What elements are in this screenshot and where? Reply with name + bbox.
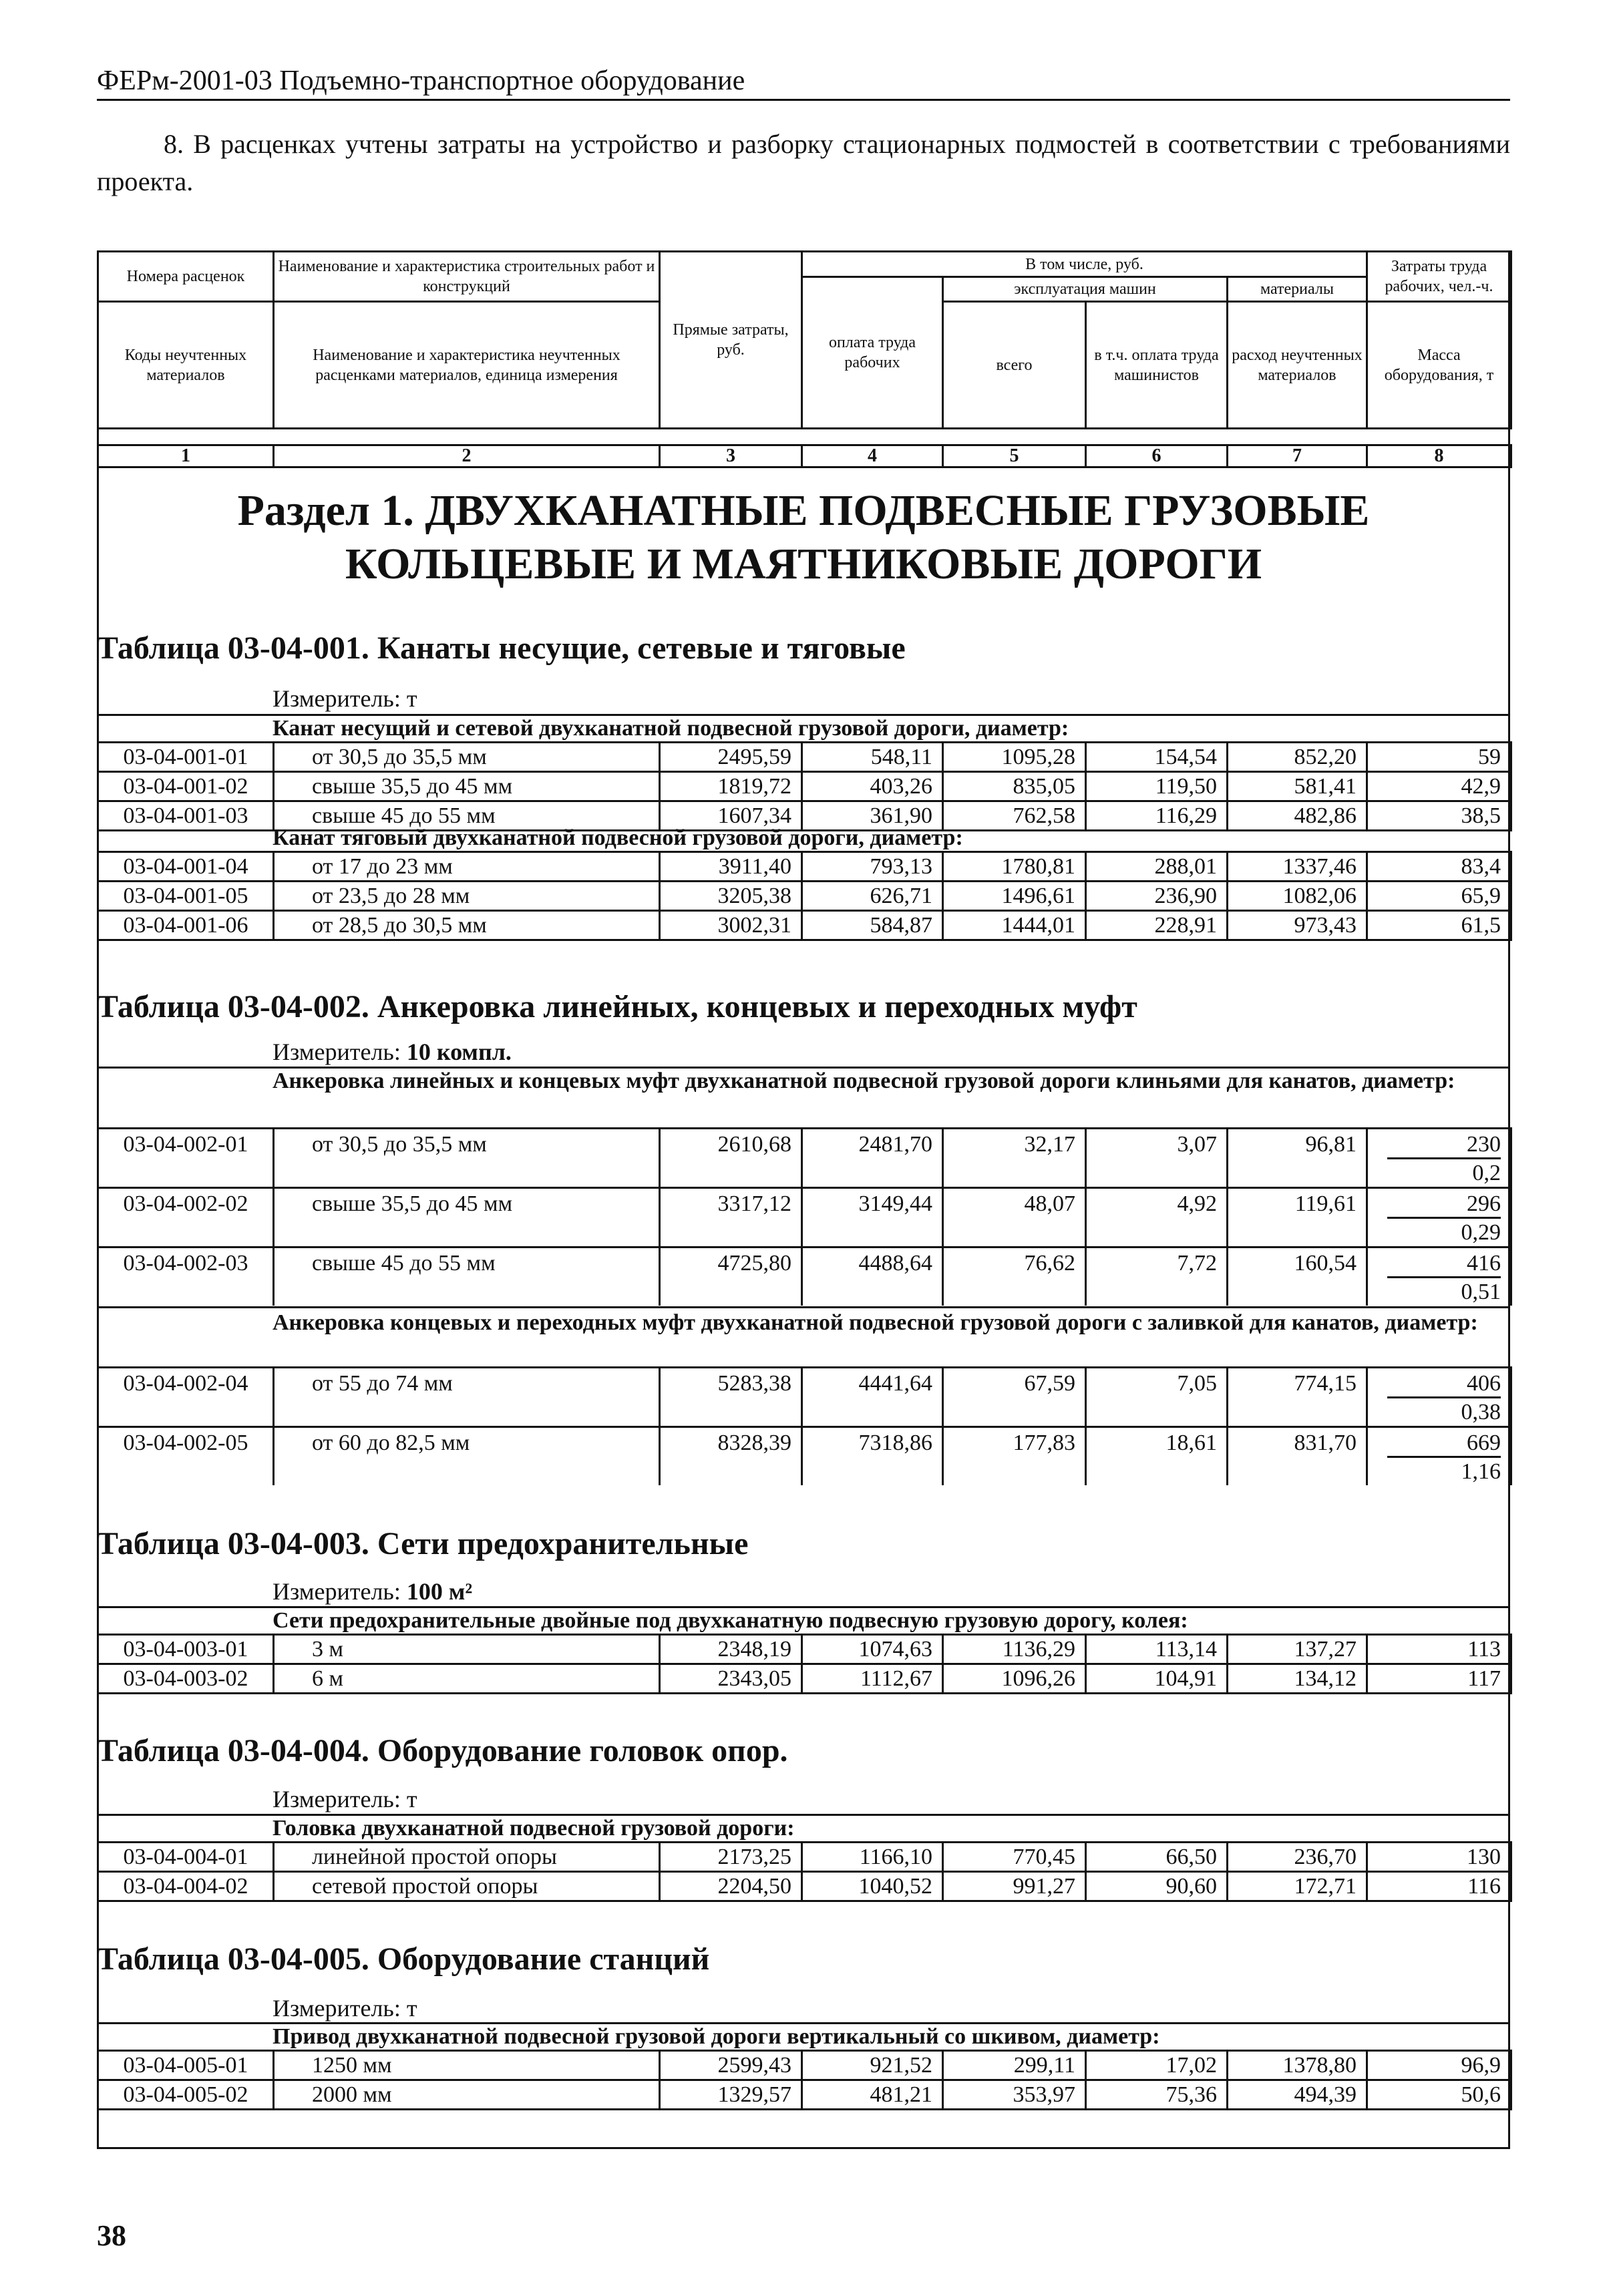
col2-bottom-header: Наименование и характеристика неучтенных расценками материалов, единица измерения [274, 302, 660, 429]
worker-pay: 403,26 [802, 772, 943, 801]
worker-pay: 1166,10 [802, 1843, 943, 1872]
rate-code: 03-04-002-03 [98, 1248, 274, 1306]
equipment-mass: 1,16 [1461, 1459, 1501, 1484]
equipment-mass: 0,51 [1461, 1280, 1501, 1304]
materials-cost: 160,54 [1228, 1248, 1367, 1306]
machinist-pay: 90,60 [1086, 1872, 1228, 1901]
materials-cost: 134,12 [1228, 1664, 1367, 1694]
labor-hours: 230 [1387, 1132, 1501, 1159]
materials-cost: 581,41 [1228, 772, 1367, 801]
materials-cost: 137,27 [1228, 1635, 1367, 1664]
direct-cost: 2495,59 [660, 743, 802, 772]
measure-unit: 10 компл. [406, 1038, 512, 1065]
worker-pay: 3149,44 [802, 1188, 943, 1248]
worker-pay: 1112,67 [802, 1664, 943, 1694]
rate-name: от 23,5 до 28 мм [274, 882, 660, 911]
worker-pay: 1040,52 [802, 1872, 943, 1901]
machine-cost: 1780,81 [943, 852, 1086, 882]
labor-hours: 38,5 [1367, 801, 1511, 831]
worker-pay: 793,13 [802, 852, 943, 882]
table-row [98, 1635, 1511, 1664]
worker-pay: 4488,64 [802, 1248, 943, 1306]
col1-bottom-header: Коды неучтенных материалов [98, 302, 274, 429]
group-header: Канат несущий и сетевой двухканатной подвесной грузовой дороги, диаметр: [273, 716, 1069, 741]
rate-table [97, 1634, 1512, 1694]
machine-cost: 762,58 [943, 801, 1086, 831]
rate-code: 03-04-001-02 [98, 772, 274, 801]
direct-cost: 2348,19 [660, 1635, 802, 1664]
col2-top-header: Наименование и характеристика строительных работ и конструкций [274, 252, 660, 302]
direct-cost: 2610,68 [660, 1129, 802, 1188]
labor-hours: 117 [1367, 1664, 1511, 1694]
direct-cost: 2343,05 [660, 1664, 802, 1694]
materials-cost: 831,70 [1228, 1427, 1367, 1486]
machine-cost: 177,83 [943, 1427, 1086, 1486]
labor-hours: 406 [1387, 1371, 1501, 1398]
measure-line [273, 1785, 417, 1813]
measure-label: Измеритель: [273, 1786, 401, 1812]
machinist-pay: 116,29 [1086, 801, 1228, 831]
direct-cost: 3317,12 [660, 1188, 802, 1248]
machinist-pay: 119,50 [1086, 772, 1228, 801]
rate-code: 03-04-005-01 [98, 2051, 274, 2080]
rate-name: свыше 35,5 до 45 мм [274, 1188, 660, 1248]
rate-name: от 30,5 до 35,5 мм [274, 1129, 660, 1188]
table-row [98, 852, 1511, 882]
table-row [98, 772, 1511, 801]
rate-name: от 17 до 23 мм [274, 852, 660, 882]
machine-cost: 1444,01 [943, 911, 1086, 940]
col4-header: оплата труда рабочих [802, 277, 943, 429]
col5-header: всего [943, 302, 1086, 429]
rate-code: 03-04-003-01 [98, 1635, 274, 1664]
worker-pay: 1074,63 [802, 1635, 943, 1664]
machinist-pay: 18,61 [1086, 1427, 1228, 1486]
col1-top-header: Номера расценок [98, 252, 274, 302]
measure-label: Измеритель: [273, 1578, 401, 1605]
machine-cost: 770,45 [943, 1843, 1086, 1872]
worker-pay: 361,90 [802, 801, 943, 831]
machine-cost: 32,17 [943, 1129, 1086, 1188]
direct-cost: 4725,80 [660, 1248, 802, 1306]
measure-unit: т [406, 685, 417, 712]
rate-code: 03-04-004-02 [98, 1872, 274, 1901]
labor-hours: 113 [1367, 1635, 1511, 1664]
rate-code: 03-04-002-05 [98, 1427, 274, 1486]
rate-code: 03-04-005-02 [98, 2080, 274, 2110]
materials-cost: 96,81 [1228, 1129, 1367, 1188]
group-header: Анкеровка линейных и концевых муфт двухканатной подвесной грузовой дороги клиньями для канатов, диаметр: [273, 1069, 1455, 1093]
col8-bottom-header: Масса оборудования, т [1367, 302, 1511, 429]
machinist-pay: 3,07 [1086, 1129, 1228, 1188]
materials-cost: 119,61 [1228, 1188, 1367, 1248]
materials-cost: 494,39 [1228, 2080, 1367, 2110]
materials-cost: 1337,46 [1228, 852, 1367, 882]
machine-cost: 991,27 [943, 1872, 1086, 1901]
col8-top-header: Затраты труда рабочих, чел.-ч. [1367, 252, 1511, 302]
rate-table [97, 741, 1512, 831]
rate-name: 3 м [274, 1635, 660, 1664]
direct-cost: 5283,38 [660, 1368, 802, 1427]
col-number: 3 [660, 445, 802, 467]
rate-table [97, 1366, 1512, 1485]
labor-hours: 296 [1387, 1191, 1501, 1219]
group-header: Головка двухканатной подвесной грузовой дороги: [273, 1816, 795, 1841]
equipment-mass: 0,38 [1461, 1400, 1501, 1424]
incl-header: В том числе, руб. [802, 252, 1367, 277]
materials-cost: 1082,06 [1228, 882, 1367, 911]
machine-cost: 76,62 [943, 1248, 1086, 1306]
measure-line [273, 685, 417, 713]
worker-pay: 626,71 [802, 882, 943, 911]
machinist-pay: 7,72 [1086, 1248, 1228, 1306]
labor-hours: 50,6 [1367, 2080, 1511, 2110]
table-row [98, 1368, 1511, 1427]
labor-and-mass [1367, 1427, 1511, 1486]
intro-paragraph [97, 126, 1510, 200]
machines-header: эксплуатация машин [943, 277, 1228, 302]
table-row [98, 911, 1511, 940]
machine-cost: 67,59 [943, 1368, 1086, 1427]
col-number: 1 [98, 445, 274, 467]
worker-pay: 921,52 [802, 2051, 943, 2080]
group-header: Привод двухканатной подвесной грузовой дороги вертикальный со шкивом, диаметр: [273, 2024, 1160, 2049]
group-header: Канат тяговый двухканатной подвесной грузовой дороги, диаметр: [273, 825, 963, 850]
rate-code: 03-04-001-03 [98, 801, 274, 831]
rate-table [97, 1841, 1512, 1902]
direct-cost: 3002,31 [660, 911, 802, 940]
measure-unit: т [406, 1995, 417, 2022]
table-row [98, 1248, 1511, 1306]
direct-cost: 3205,38 [660, 882, 802, 911]
labor-hours: 669 [1387, 1430, 1501, 1458]
materials-cost: 1378,80 [1228, 2051, 1367, 2080]
section-title: Раздел 1. ДВУХКАНАТНЫЕ ПОДВЕСНЫЕ ГРУЗОВЫЕ КОЛЬЦЕВЫЕ И МАЯТНИКОВЫЕ ДОРОГИ [237, 486, 1370, 588]
table-row [98, 1843, 1511, 1872]
machine-cost: 48,07 [943, 1188, 1086, 1248]
labor-hours: 116 [1367, 1872, 1511, 1901]
labor-hours: 130 [1367, 1843, 1511, 1872]
worker-pay: 481,21 [802, 2080, 943, 2110]
rate-code: 03-04-002-02 [98, 1188, 274, 1248]
rate-name: от 60 до 82,5 мм [274, 1427, 660, 1486]
labor-and-mass [1367, 1248, 1511, 1306]
direct-cost: 1329,57 [660, 2080, 802, 2110]
machinist-pay: 66,50 [1086, 1843, 1228, 1872]
direct-cost: 2599,43 [660, 2051, 802, 2080]
machinist-pay: 154,54 [1086, 743, 1228, 772]
equipment-mass: 0,29 [1461, 1220, 1501, 1245]
table-row [98, 1872, 1511, 1901]
table-title: Таблица 03-04-001. Канаты несущие, сетевые и тяговые [97, 630, 906, 666]
labor-hours: 59 [1367, 743, 1511, 772]
table-row [98, 2080, 1511, 2110]
machinist-pay: 4,92 [1086, 1188, 1228, 1248]
rate-code: 03-04-002-04 [98, 1368, 274, 1427]
worker-pay: 7318,86 [802, 1427, 943, 1486]
rate-code: 03-04-001-05 [98, 882, 274, 911]
divider [97, 1306, 1510, 1308]
machinist-pay: 236,90 [1086, 882, 1228, 911]
machine-cost: 1136,29 [943, 1635, 1086, 1664]
machine-cost: 1096,26 [943, 1664, 1086, 1694]
labor-and-mass [1367, 1368, 1511, 1427]
direct-cost: 8328,39 [660, 1427, 802, 1486]
measure-line [273, 1994, 417, 2022]
materials-cost: 973,43 [1228, 911, 1367, 940]
col-number: 6 [1086, 445, 1228, 467]
column-header [97, 250, 1512, 468]
machinist-pay: 113,14 [1086, 1635, 1228, 1664]
table-row [98, 882, 1511, 911]
direct-cost: 1607,34 [660, 801, 802, 831]
machinist-pay: 104,91 [1086, 1664, 1228, 1694]
rate-name: 6 м [274, 1664, 660, 1694]
machinist-pay: 228,91 [1086, 911, 1228, 940]
rate-code: 03-04-002-01 [98, 1129, 274, 1188]
machine-cost: 353,97 [943, 2080, 1086, 2110]
direct-cost: 2173,25 [660, 1843, 802, 1872]
intro-text: 8. В расценках учтены затраты на устройство и разборку стационарных подмостей в соответствии с требованиями проекта. [97, 129, 1510, 196]
equipment-mass: 0,2 [1472, 1161, 1501, 1185]
labor-hours: 96,9 [1367, 2051, 1511, 2080]
table-row [98, 2051, 1511, 2080]
machine-cost: 1095,28 [943, 743, 1086, 772]
worker-pay: 584,87 [802, 911, 943, 940]
worker-pay: 4441,64 [802, 1368, 943, 1427]
labor-hours: 42,9 [1367, 772, 1511, 801]
rate-name: свыше 35,5 до 45 мм [274, 772, 660, 801]
machine-cost: 299,11 [943, 2051, 1086, 2080]
table-row [98, 1427, 1511, 1486]
rate-name: от 28,5 до 30,5 мм [274, 911, 660, 940]
labor-and-mass [1367, 1188, 1511, 1248]
labor-hours: 83,4 [1367, 852, 1511, 882]
materials-cost: 774,15 [1228, 1368, 1367, 1427]
rate-name: линейной простой опоры [274, 1843, 660, 1872]
col6-header: в т.ч. оплата труда машинистов [1086, 302, 1228, 429]
rate-code: 03-04-003-02 [98, 1664, 274, 1694]
rate-table [97, 2050, 1512, 2110]
rate-name: свыше 45 до 55 мм [274, 801, 660, 831]
rate-name: свыше 45 до 55 мм [274, 1248, 660, 1306]
measure-line [273, 1038, 512, 1066]
document-header: ФЕРм-2001-03 Подъемно-транспортное оборудование [97, 64, 1510, 101]
col-number: 7 [1228, 445, 1367, 467]
measure-label: Измеритель: [273, 1995, 401, 2022]
col7-header: расход неучтенных материалов [1228, 302, 1367, 429]
labor-hours: 65,9 [1367, 882, 1511, 911]
table-title: Таблица 03-04-002. Анкеровка линейных, концевых и переходных муфт [97, 989, 1137, 1024]
group-header: Сети предохранительные двойные под двухканатную подвесную грузовую дорогу, колея: [273, 1608, 1188, 1633]
col-number: 4 [802, 445, 943, 467]
machine-cost: 835,05 [943, 772, 1086, 801]
machinist-pay: 288,01 [1086, 852, 1228, 882]
direct-cost: 3911,40 [660, 852, 802, 882]
machinist-pay: 7,05 [1086, 1368, 1228, 1427]
rate-code: 03-04-001-01 [98, 743, 274, 772]
rate-name: сетевой простой опоры [274, 1872, 660, 1901]
machinist-pay: 75,36 [1086, 2080, 1228, 2110]
table-title: Таблица 03-04-005. Оборудование станций [97, 1941, 710, 1977]
table-row [98, 1188, 1511, 1248]
rate-name: от 55 до 74 мм [274, 1368, 660, 1427]
rate-name: от 30,5 до 35,5 мм [274, 743, 660, 772]
labor-hours: 416 [1387, 1251, 1501, 1278]
measure-line [273, 1577, 472, 1605]
table-row [98, 1664, 1511, 1694]
rate-name: 2000 мм [274, 2080, 660, 2110]
materials-header: материалы [1228, 277, 1367, 302]
worker-pay: 2481,70 [802, 1129, 943, 1188]
table-title: Таблица 03-04-004. Оборудование головок опор. [97, 1733, 788, 1768]
col-number: 5 [943, 445, 1086, 467]
rate-table [97, 1127, 1512, 1306]
group-header: Анкеровка концевых и переходных муфт двухканатной подвесной грузовой дороги с заливкой для канатов, диаметр: [273, 1310, 1478, 1335]
materials-cost: 172,71 [1228, 1872, 1367, 1901]
rate-code: 03-04-004-01 [98, 1843, 274, 1872]
measure-label: Измеритель: [273, 685, 401, 712]
rate-table [97, 851, 1512, 941]
page-number: 38 [97, 2219, 126, 2252]
labor-and-mass [1367, 1129, 1511, 1188]
table-row [98, 743, 1511, 772]
materials-cost: 482,86 [1228, 801, 1367, 831]
direct-cost: 1819,72 [660, 772, 802, 801]
measure-unit: т [406, 1786, 417, 1812]
measure-label: Измеритель: [273, 1038, 401, 1065]
measure-unit: 100 м² [406, 1578, 473, 1605]
materials-cost: 852,20 [1228, 743, 1367, 772]
col-number: 2 [274, 445, 660, 467]
machine-cost: 1496,61 [943, 882, 1086, 911]
labor-hours: 61,5 [1367, 911, 1511, 940]
direct-cost: 2204,50 [660, 1872, 802, 1901]
rate-code: 03-04-001-04 [98, 852, 274, 882]
column-number-row [97, 444, 1512, 468]
col-number: 8 [1367, 445, 1511, 467]
worker-pay: 548,11 [802, 743, 943, 772]
column-header-table [97, 250, 1512, 429]
table-row [98, 1129, 1511, 1188]
rate-code: 03-04-001-06 [98, 911, 274, 940]
col3-header: Прямые затраты, руб. [660, 252, 802, 429]
materials-cost: 236,70 [1228, 1843, 1367, 1872]
rate-name: 1250 мм [274, 2051, 660, 2080]
table-title: Таблица 03-04-003. Сети предохранительные [97, 1526, 749, 1561]
machinist-pay: 17,02 [1086, 2051, 1228, 2080]
